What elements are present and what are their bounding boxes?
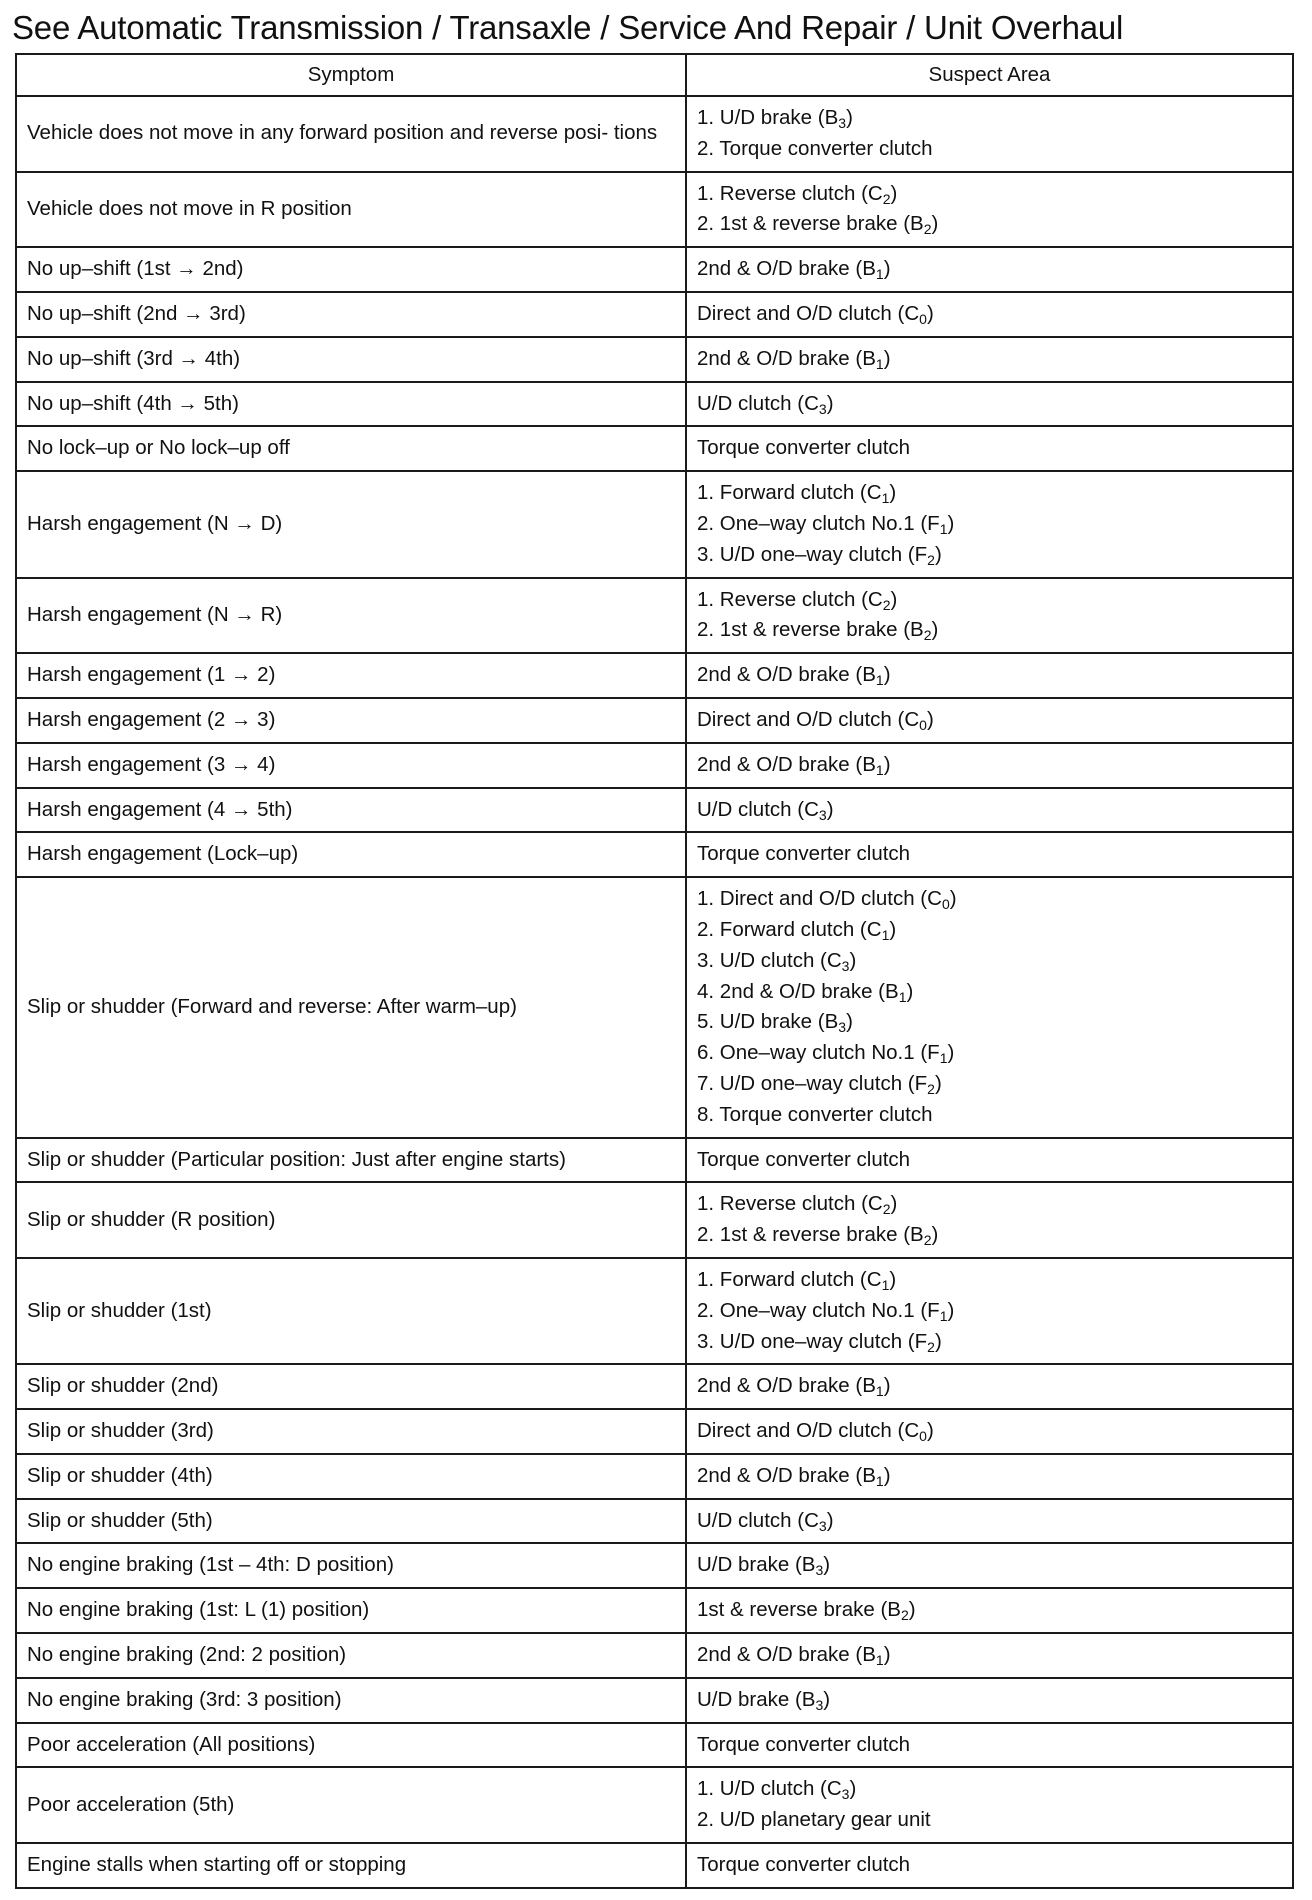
suspect-area-text: 3. U/D one–way clutch (F <box>697 542 928 566</box>
suspect-area-text: 2nd & O/D brake (B <box>697 663 876 687</box>
suspect-area-text: U/D clutch (C <box>697 1508 819 1532</box>
suspect-area-text: ) <box>823 1687 831 1711</box>
suspect-area-cell <box>686 1633 1293 1678</box>
suspect-area-line <box>697 1416 1282 1447</box>
suspect-area-line <box>697 209 1282 240</box>
suspect-area-text: ) <box>889 1267 897 1291</box>
suspect-area-text: 2. One–way clutch No.1 (F <box>697 511 940 535</box>
component-subscript: 1 <box>875 1472 884 1489</box>
suspect-area-text: ) <box>883 1463 891 1487</box>
suspect-area-text: ) <box>949 887 957 911</box>
suspect-area-line <box>697 1506 1282 1537</box>
suspect-area-line <box>697 1730 1282 1761</box>
table-row <box>16 96 1293 172</box>
suspect-area-text: ) <box>906 979 914 1003</box>
component-subscript: 2 <box>927 1080 935 1097</box>
suspect-area-text: 4. 2nd & O/D brake (B <box>697 979 899 1003</box>
suspect-area-text: 3. U/D clutch (C <box>697 948 842 972</box>
suspect-area-cell <box>686 1138 1293 1183</box>
suspect-area-line <box>697 254 1282 285</box>
suspect-area-text: 1. Forward clutch (C <box>697 481 882 505</box>
suspect-area-text: 2nd & O/D brake (B <box>697 1463 876 1487</box>
suspect-area-cell <box>686 788 1293 833</box>
suspect-area-line <box>697 1189 1282 1220</box>
suspect-area-text: ) <box>947 1298 955 1322</box>
component-subscript: 3 <box>818 1517 827 1534</box>
symptom-cell: No engine braking (1st – 4th: D position) <box>16 1543 686 1588</box>
table-row <box>16 1633 1293 1678</box>
suspect-area-text: Torque converter clutch <box>697 1853 911 1877</box>
suspect-area-text: ) <box>883 752 891 776</box>
suspect-area-line <box>697 299 1282 330</box>
component-subscript: 2 <box>923 627 932 644</box>
suspect-area-text: 2. 1st & reverse brake (B <box>697 1223 924 1247</box>
suspect-area-line <box>697 946 1282 977</box>
suspect-area-text: ) <box>931 212 939 236</box>
symptom-cell: Slip or shudder (Forward and reverse: After warm–up) <box>16 877 686 1137</box>
suspect-area-line <box>697 179 1282 210</box>
table-row <box>16 1138 1293 1183</box>
component-subscript: 1 <box>875 672 884 689</box>
suspect-area-text: 6. One–way clutch No.1 (F <box>697 1041 940 1065</box>
suspect-area-text: Direct and O/D clutch (C <box>697 301 920 325</box>
component-subscript: 3 <box>841 1786 850 1803</box>
component-subscript: 3 <box>841 957 850 974</box>
component-subscript: 2 <box>923 1232 932 1249</box>
component-subscript: 1 <box>875 266 884 283</box>
suspect-area-text: ) <box>934 1071 942 1095</box>
symptom-column-header: Symptom <box>16 54 686 96</box>
suspect-area-line <box>697 1100 1282 1131</box>
symptom-cell: No lock–up or No lock–up off <box>16 426 686 471</box>
suspect-area-cell <box>686 698 1293 743</box>
symptom-cell: Slip or shudder (4th) <box>16 1454 686 1499</box>
suspect-area-text: ) <box>826 797 834 821</box>
suspect-area-line <box>697 1850 1282 1881</box>
component-subscript: 1 <box>898 988 907 1005</box>
component-subscript: 1 <box>939 520 948 537</box>
suspect-area-cell <box>686 471 1293 577</box>
suspect-area-text: ) <box>849 1777 857 1801</box>
suspect-area-text: ) <box>849 948 857 972</box>
symptom-cell: Harsh engagement (N → R) <box>16 578 686 654</box>
suspect-area-cell <box>686 1543 1293 1588</box>
suspect-area-line <box>697 839 1282 870</box>
suspect-area-text: ) <box>931 618 939 642</box>
troubleshooting-table <box>15 53 1294 1889</box>
suspect-area-line <box>697 509 1282 540</box>
table-row <box>16 1843 1293 1888</box>
table-row <box>16 1543 1293 1588</box>
suspect-area-line <box>697 750 1282 781</box>
table-row <box>16 1454 1293 1499</box>
suspect-area-line <box>697 1805 1282 1836</box>
suspect-area-text: ) <box>926 707 934 731</box>
suspect-area-text: ) <box>883 1374 891 1398</box>
suspect-area-text: 1. U/D clutch (C <box>697 1777 842 1801</box>
suspect-area-cell <box>686 1499 1293 1544</box>
symptom-cell: Harsh engagement (N → D) <box>16 471 686 577</box>
component-subscript: 1 <box>881 926 890 943</box>
symptom-cell: No up–shift (2nd → 3rd) <box>16 292 686 337</box>
table-row <box>16 172 1293 248</box>
suspect-area-cell <box>686 382 1293 427</box>
suspect-area-text: 7. U/D one–way clutch (F <box>697 1071 928 1095</box>
suspect-area-text: ) <box>883 257 891 281</box>
suspect-area-line <box>697 540 1282 571</box>
table-row <box>16 653 1293 698</box>
suspect-area-cell <box>686 743 1293 788</box>
suspect-area-text: 2nd & O/D brake (B <box>697 1643 876 1667</box>
table-row <box>16 788 1293 833</box>
suspect-area-text: Direct and O/D clutch (C <box>697 707 920 731</box>
suspect-area-line <box>697 1550 1282 1581</box>
suspect-area-text: ) <box>883 663 891 687</box>
symptom-cell: Slip or shudder (5th) <box>16 1499 686 1544</box>
component-subscript: 2 <box>927 1338 935 1355</box>
component-subscript: 1 <box>875 1652 884 1669</box>
suspect-area-cell <box>686 247 1293 292</box>
suspect-area-line <box>697 1774 1282 1805</box>
component-subscript: 2 <box>923 221 932 238</box>
table-row <box>16 426 1293 471</box>
troubleshooting-table-container <box>15 53 1292 1889</box>
table-row <box>16 1678 1293 1723</box>
symptom-cell: No engine braking (2nd: 2 position) <box>16 1633 686 1678</box>
component-subscript: 0 <box>941 896 950 913</box>
component-subscript: 3 <box>818 400 827 417</box>
table-row <box>16 1767 1293 1843</box>
suspect-area-text: ) <box>889 917 897 941</box>
symptom-cell: Harsh engagement (2 → 3) <box>16 698 686 743</box>
suspect-area-text: ) <box>883 346 891 370</box>
symptom-cell: No up–shift (4th → 5th) <box>16 382 686 427</box>
component-subscript: 2 <box>900 1607 909 1624</box>
suspect-area-cell <box>686 1454 1293 1499</box>
symptom-cell: Harsh engagement (Lock–up) <box>16 832 686 877</box>
suspect-area-text: 8. Torque converter clutch <box>697 1102 933 1126</box>
suspect-area-cell <box>686 337 1293 382</box>
symptom-cell: Slip or shudder (1st) <box>16 1258 686 1364</box>
suspect-area-text: ) <box>926 1419 934 1443</box>
suspect-area-text: ) <box>947 1041 955 1065</box>
suspect-area-text: 1. Forward clutch (C <box>697 1267 882 1291</box>
suspect-area-text: 1. Reverse clutch (C <box>697 181 883 205</box>
suspect-area-cell <box>686 1767 1293 1843</box>
symptom-cell: Slip or shudder (3rd) <box>16 1409 686 1454</box>
table-header-row <box>16 54 1293 96</box>
suspect-area-text: 5. U/D brake (B <box>697 1010 839 1034</box>
suspect-area-cell <box>686 832 1293 877</box>
suspect-area-line <box>697 1265 1282 1296</box>
component-subscript: 1 <box>939 1050 948 1067</box>
component-subscript: 0 <box>919 310 927 327</box>
suspect-area-cell <box>686 1843 1293 1888</box>
suspect-area-line <box>697 1069 1282 1100</box>
symptom-cell: Vehicle does not move in R position <box>16 172 686 248</box>
suspect-area-text: 2. 1st & reverse brake (B <box>697 212 924 236</box>
symptom-cell: Slip or shudder (2nd) <box>16 1364 686 1409</box>
component-subscript: 3 <box>818 806 827 823</box>
component-subscript: 3 <box>815 1562 824 1579</box>
suspect-area-line <box>697 1038 1282 1069</box>
suspect-area-text: ) <box>823 1553 831 1577</box>
suspect-area-text: ) <box>908 1598 916 1622</box>
suspect-area-cell <box>686 1258 1293 1364</box>
suspect-area-line <box>697 344 1282 375</box>
suspect-area-text: ) <box>890 587 898 611</box>
table-row <box>16 292 1293 337</box>
suspect-area-text: 1. U/D brake (B <box>697 106 839 129</box>
component-subscript: 2 <box>927 551 935 568</box>
suspect-area-cell <box>686 877 1293 1137</box>
suspect-area-text: 2nd & O/D brake (B <box>697 1374 876 1398</box>
component-subscript: 2 <box>882 190 891 207</box>
suspect-area-line <box>697 103 1282 134</box>
suspect-area-column-header: Suspect Area <box>686 54 1293 96</box>
suspect-area-line <box>697 915 1282 946</box>
suspect-area-text: ) <box>934 542 942 566</box>
suspect-area-text: U/D brake (B <box>697 1687 816 1711</box>
suspect-area-cell <box>686 1364 1293 1409</box>
suspect-area-text: 1. Reverse clutch (C <box>697 1192 883 1216</box>
suspect-area-text: 2. One–way clutch No.1 (F <box>697 1298 940 1322</box>
table-row <box>16 1182 1293 1258</box>
suspect-area-text: 2nd & O/D brake (B <box>697 257 876 281</box>
suspect-area-cell <box>686 1588 1293 1633</box>
suspect-area-text: ) <box>926 301 934 325</box>
suspect-area-text: Torque converter clutch <box>697 842 911 866</box>
suspect-area-text: ) <box>883 1643 891 1667</box>
suspect-area-cell <box>686 1182 1293 1258</box>
component-subscript: 3 <box>815 1696 824 1713</box>
table-row <box>16 743 1293 788</box>
suspect-area-text: ) <box>934 1329 942 1353</box>
suspect-area-text: 1. Direct and O/D clutch (C <box>697 887 942 911</box>
suspect-area-text: 3. U/D one–way clutch (F <box>697 1329 928 1353</box>
symptom-cell: No engine braking (3rd: 3 position) <box>16 1678 686 1723</box>
suspect-area-cell <box>686 1409 1293 1454</box>
suspect-area-text: U/D clutch (C <box>697 391 819 415</box>
symptom-cell: Harsh engagement (1 → 2) <box>16 653 686 698</box>
suspect-area-line <box>697 795 1282 826</box>
suspect-area-line <box>697 1640 1282 1671</box>
symptom-cell: No up–shift (3rd → 4th) <box>16 337 686 382</box>
suspect-area-text: ) <box>931 1223 939 1247</box>
table-row <box>16 471 1293 577</box>
symptom-cell: Slip or shudder (Particular position: Just after engine starts) <box>16 1138 686 1183</box>
suspect-area-text: 2. U/D planetary gear unit <box>697 1808 931 1832</box>
table-row <box>16 1723 1293 1768</box>
suspect-area-text: 1. Reverse clutch (C <box>697 587 883 611</box>
suspect-area-text: ) <box>846 1010 853 1034</box>
suspect-area-line <box>697 585 1282 616</box>
suspect-area-line <box>697 1007 1282 1038</box>
suspect-area-line <box>697 1327 1282 1358</box>
suspect-area-text: ) <box>826 1508 834 1532</box>
suspect-area-text: 2nd & O/D brake (B <box>697 752 876 776</box>
suspect-area-line <box>697 433 1282 464</box>
table-row <box>16 578 1293 654</box>
component-subscript: 0 <box>919 716 927 733</box>
suspect-area-text: 2. Forward clutch (C <box>697 917 882 941</box>
suspect-area-line <box>697 134 1282 165</box>
table-row <box>16 832 1293 877</box>
component-subscript: 3 <box>838 115 847 131</box>
symptom-cell: Engine stalls when starting off or stopping <box>16 1843 686 1888</box>
table-body <box>16 96 1293 1888</box>
suspect-area-line <box>697 1371 1282 1402</box>
table-row <box>16 1409 1293 1454</box>
suspect-area-text: Torque converter clutch <box>697 1732 911 1756</box>
suspect-area-text: Torque converter clutch <box>697 436 911 460</box>
suspect-area-line <box>697 1685 1282 1716</box>
suspect-area-text: 2. Torque converter clutch <box>697 136 933 160</box>
suspect-area-text: ) <box>889 481 897 505</box>
suspect-area-line <box>697 1296 1282 1327</box>
table-row <box>16 337 1293 382</box>
symptom-cell: Vehicle does not move in any forward position and reverse posi- tions <box>16 96 686 172</box>
symptom-cell: No engine braking (1st: L (1) position) <box>16 1588 686 1633</box>
suspect-area-line <box>697 1461 1282 1492</box>
component-subscript: 1 <box>881 1276 890 1293</box>
suspect-area-text: 2nd & O/D brake (B <box>697 346 876 370</box>
suspect-area-cell <box>686 426 1293 471</box>
suspect-area-text: ) <box>846 106 853 129</box>
symptom-cell: Poor acceleration (5th) <box>16 1767 686 1843</box>
suspect-area-line <box>697 389 1282 420</box>
suspect-area-text: 1st & reverse brake (B <box>697 1598 901 1622</box>
suspect-area-line <box>697 884 1282 915</box>
symptom-cell: Poor acceleration (All positions) <box>16 1723 686 1768</box>
suspect-area-text: U/D brake (B <box>697 1553 816 1577</box>
table-row <box>16 1364 1293 1409</box>
component-subscript: 1 <box>939 1307 948 1324</box>
suspect-area-line <box>697 615 1282 646</box>
component-subscript: 2 <box>882 596 891 613</box>
suspect-area-line <box>697 660 1282 691</box>
suspect-area-text: ) <box>890 181 898 205</box>
suspect-area-cell <box>686 172 1293 248</box>
suspect-area-cell <box>686 578 1293 654</box>
component-subscript: 1 <box>875 1383 884 1400</box>
suspect-area-line <box>697 977 1282 1008</box>
suspect-area-line <box>697 1595 1282 1626</box>
table-row <box>16 1258 1293 1364</box>
suspect-area-text: ) <box>826 391 834 415</box>
symptom-cell: No up–shift (1st → 2nd) <box>16 247 686 292</box>
table-row <box>16 247 1293 292</box>
suspect-area-cell <box>686 1723 1293 1768</box>
suspect-area-text: ) <box>890 1192 898 1216</box>
symptom-cell: Harsh engagement (3 → 4) <box>16 743 686 788</box>
symptom-cell: Slip or shudder (R position) <box>16 1182 686 1258</box>
suspect-area-text: U/D clutch (C <box>697 797 819 821</box>
suspect-area-line <box>697 1220 1282 1251</box>
suspect-area-cell <box>686 292 1293 337</box>
suspect-area-cell <box>686 653 1293 698</box>
component-subscript: 3 <box>838 1019 847 1036</box>
table-row <box>16 698 1293 743</box>
suspect-area-cell <box>686 1678 1293 1723</box>
table-row <box>16 1588 1293 1633</box>
component-subscript: 2 <box>882 1201 891 1218</box>
symptom-cell: Harsh engagement (4 → 5th) <box>16 788 686 833</box>
suspect-area-line <box>697 705 1282 736</box>
component-subscript: 1 <box>875 761 884 778</box>
page-title: See Automatic Transmission / Transaxle / Service And Repair / Unit Overhaul <box>12 9 1124 46</box>
suspect-area-line <box>697 478 1282 509</box>
table-row <box>16 382 1293 427</box>
component-subscript: 0 <box>919 1428 927 1445</box>
suspect-area-text: ) <box>947 511 955 535</box>
table-row <box>16 1499 1293 1544</box>
suspect-area-line <box>697 1145 1282 1176</box>
table-row <box>16 877 1293 1137</box>
suspect-area-cell <box>686 96 1293 172</box>
component-subscript: 1 <box>881 490 890 507</box>
component-subscript: 1 <box>875 355 884 372</box>
suspect-area-text: Direct and O/D clutch (C <box>697 1419 920 1443</box>
suspect-area-text: 2. 1st & reverse brake (B <box>697 618 924 642</box>
suspect-area-text: Torque converter clutch <box>697 1147 911 1171</box>
